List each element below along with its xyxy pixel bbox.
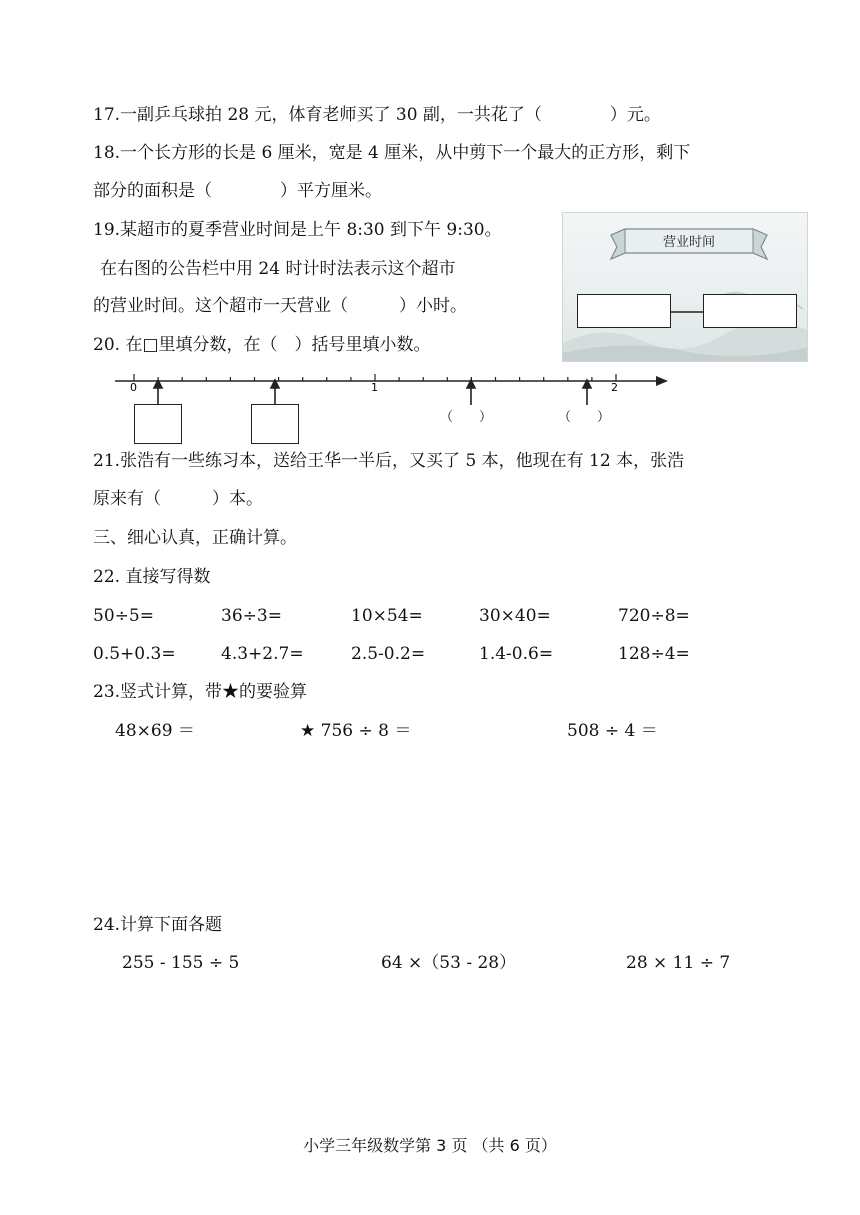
question-24-title: 24.计算下面各题: [93, 915, 223, 935]
question-19-line-2: 在右图的公告栏中用 24 时计时法表示这个超市: [100, 259, 456, 279]
business-hours-board: [562, 212, 808, 362]
calc-item: 36÷3=: [221, 606, 282, 626]
tick-label-0: 0: [130, 381, 137, 394]
question-22-title: 22. 直接写得数: [93, 567, 211, 587]
fraction-box-2[interactable]: [251, 404, 299, 444]
question-23-title: 23.竖式计算，带★的要验算: [93, 682, 308, 702]
question-20: 20. 在□里填分数，在（ ）括号里填小数。: [93, 335, 431, 355]
decimal-paren-2[interactable]: （ ）: [558, 410, 611, 425]
calc-item: 50÷5=: [93, 606, 154, 626]
decimal-paren-1[interactable]: （ ）: [440, 410, 493, 425]
question-18-line-1: 18.一个长方形的长是 6 厘米，宽是 4 厘米，从中剪下一个最大的正方形，剩下: [93, 143, 691, 163]
board-title: 营业时间: [662, 235, 716, 250]
mixed-calc-item: 255 - 155 ÷ 5: [122, 953, 240, 973]
section-3-title: 三、细心认真，正确计算。: [93, 528, 297, 548]
tick-label-1: 1: [371, 381, 378, 394]
question-21-line-1: 21.张浩有一些练习本，送给王华一半后，又买了 5 本，他现在有 12 本，张浩: [93, 451, 685, 471]
vertical-calc-item-starred: ★ 756 ÷ 8 ＝: [300, 721, 412, 741]
end-time-box[interactable]: [703, 294, 797, 328]
start-time-box[interactable]: [577, 294, 671, 328]
fraction-box-1[interactable]: [134, 404, 182, 444]
number-line-ticks: [134, 374, 616, 381]
calc-item: 2.5-0.2=: [351, 644, 426, 664]
calc-item: 720÷8=: [618, 606, 690, 626]
page-footer: 小学三年级数学第 3 页 （共 6 页）: [303, 1136, 557, 1155]
question-18-line-2: 部分的面积是（ ）平方厘米。: [93, 181, 382, 201]
vertical-calc-item: 48×69 ＝: [115, 721, 195, 741]
mixed-calc-item: 64 ×（53 - 28）: [381, 953, 517, 973]
vertical-calc-item: 508 ÷ 4 ＝: [567, 721, 658, 741]
calc-item: 1.4-0.6=: [479, 644, 554, 664]
question-17: 17.一副乒乓球拍 28 元，体育老师买了 30 副，一共花了（ ）元。: [93, 105, 661, 125]
calc-item: 0.5+0.3=: [93, 644, 176, 664]
calc-item: 10×54=: [351, 606, 423, 626]
question-19-line-1: 19.某超市的夏季营业时间是上午 8:30 到下午 9:30。: [93, 220, 502, 240]
calc-item: 30×40=: [479, 606, 551, 626]
calc-item: 128÷4=: [618, 644, 690, 664]
question-19-line-3: 的营业时间。这个超市一天营业（ ）小时。: [93, 296, 467, 316]
question-21-line-2: 原来有（ ）本。: [93, 489, 263, 509]
tick-label-2: 2: [611, 381, 618, 394]
calc-item: 4.3+2.7=: [221, 644, 304, 664]
axis-arrow-icon: [656, 376, 668, 386]
number-line: [0, 360, 860, 450]
mixed-calc-item: 28 × 11 ÷ 7: [626, 953, 731, 973]
